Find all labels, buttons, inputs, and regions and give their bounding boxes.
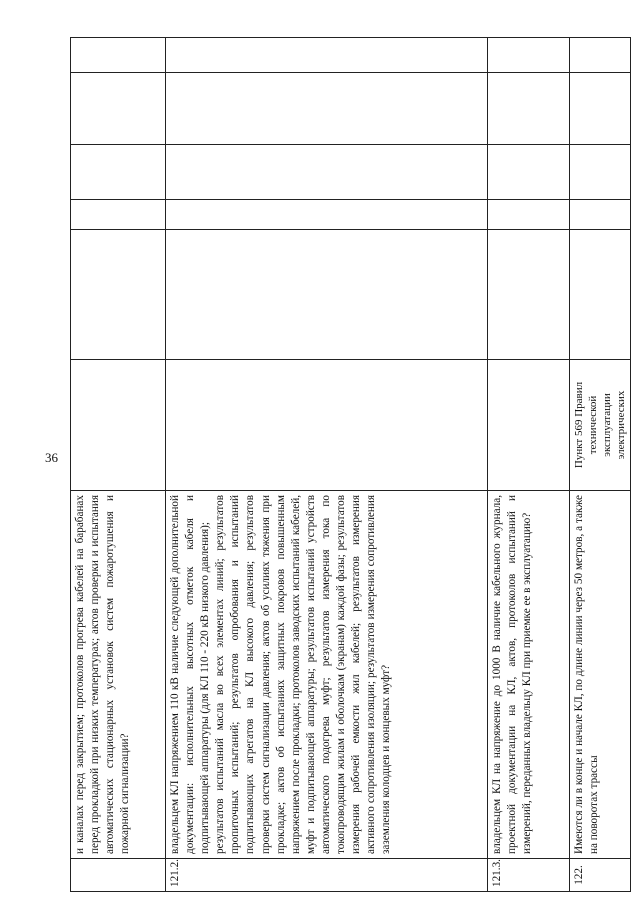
question-text: владельцем КЛ на напряжение до 1000 В наличие кабельного журнала, проектной документации на КЛ, актов, протоколов испытаний и измерений, переданных владельцу КЛ при приемке ее в эксплуатацию? <box>491 495 534 854</box>
question-text: и каналах перед закрытием; протоколов прогрева кабелей на барабанах перед прокладкой при низких температурах; актов проверки и испытания автоматических стационарных установок систем пожаротушения и пожарной сигнализации? <box>74 495 132 854</box>
reference-cell <box>71 360 166 491</box>
checklist-table-rotated <box>70 38 627 892</box>
empty-cell <box>488 200 570 230</box>
empty-cell <box>166 73 488 145</box>
question-text: владельцем КЛ напряжением 110 кВ наличие следующей дополнительной документации: исполнительных высотных отметок кабеля и подпитывающей аппаратуры (для КЛ 110 - 220 кВ низкого давления); <box>169 495 212 854</box>
empty-cell <box>71 73 166 145</box>
page-number: 36 <box>45 450 58 465</box>
row-number <box>71 859 166 892</box>
reference-cell <box>166 360 488 491</box>
empty-cell <box>166 200 488 230</box>
empty-cell <box>488 145 570 200</box>
question-cell <box>488 491 570 859</box>
empty-cell <box>71 200 166 230</box>
table-row <box>488 38 570 892</box>
empty-cell <box>71 230 166 360</box>
empty-cell <box>488 73 570 145</box>
row-number: 121.3. <box>488 859 570 892</box>
question-text: результатов испытаний масла во всех элементах линий; результатов пропиточных испытаний; результатов опробования и испытаний подпитывающих агрегатов на КЛ высокого давления; результатов проверки систем сигнализации давления; актов об усилиях тяжения при прокладке; актов об испытаниях защитных покровов повышенным напряжением после прокладки; протоколов заводских испытаний кабелей, муфт и подпитывающей аппаратуры; результатов испытаний устройств автоматического подогрева муфт; результатов измерения тока по токопроводящим жилам и оболочкам (экранам) каждой фазы; результатов измерения рабочей емкости жил кабелей; результатов измерения активного сопротивления изоляции; результатов измерения сопротивления заземления колодцев и концевых муфт? <box>214 495 393 854</box>
question-text: Имеются ли в конце и начале КЛ, по длине линии через 50 метров, а также на поворотах трассы <box>573 495 601 854</box>
question-cell <box>71 491 166 859</box>
question-cell <box>166 491 488 859</box>
question-cell <box>570 491 631 859</box>
empty-cell <box>570 38 631 73</box>
empty-cell <box>488 230 570 360</box>
table-row <box>71 38 166 892</box>
row-number: 121.2. <box>166 859 488 892</box>
row-number: 122. <box>570 859 631 892</box>
reference-cell <box>488 360 570 491</box>
empty-cell <box>166 145 488 200</box>
empty-cell <box>166 230 488 360</box>
empty-cell <box>71 145 166 200</box>
checklist-table <box>70 37 631 892</box>
empty-cell <box>570 200 631 230</box>
reference-cell: Пункт 569 Правил технической эксплуатации электрических <box>570 360 631 491</box>
empty-cell <box>570 230 631 360</box>
empty-cell <box>488 38 570 73</box>
empty-cell <box>166 38 488 73</box>
table-row <box>166 38 488 892</box>
table-row <box>570 38 631 892</box>
empty-cell <box>71 38 166 73</box>
empty-cell <box>570 73 631 145</box>
empty-cell <box>570 145 631 200</box>
